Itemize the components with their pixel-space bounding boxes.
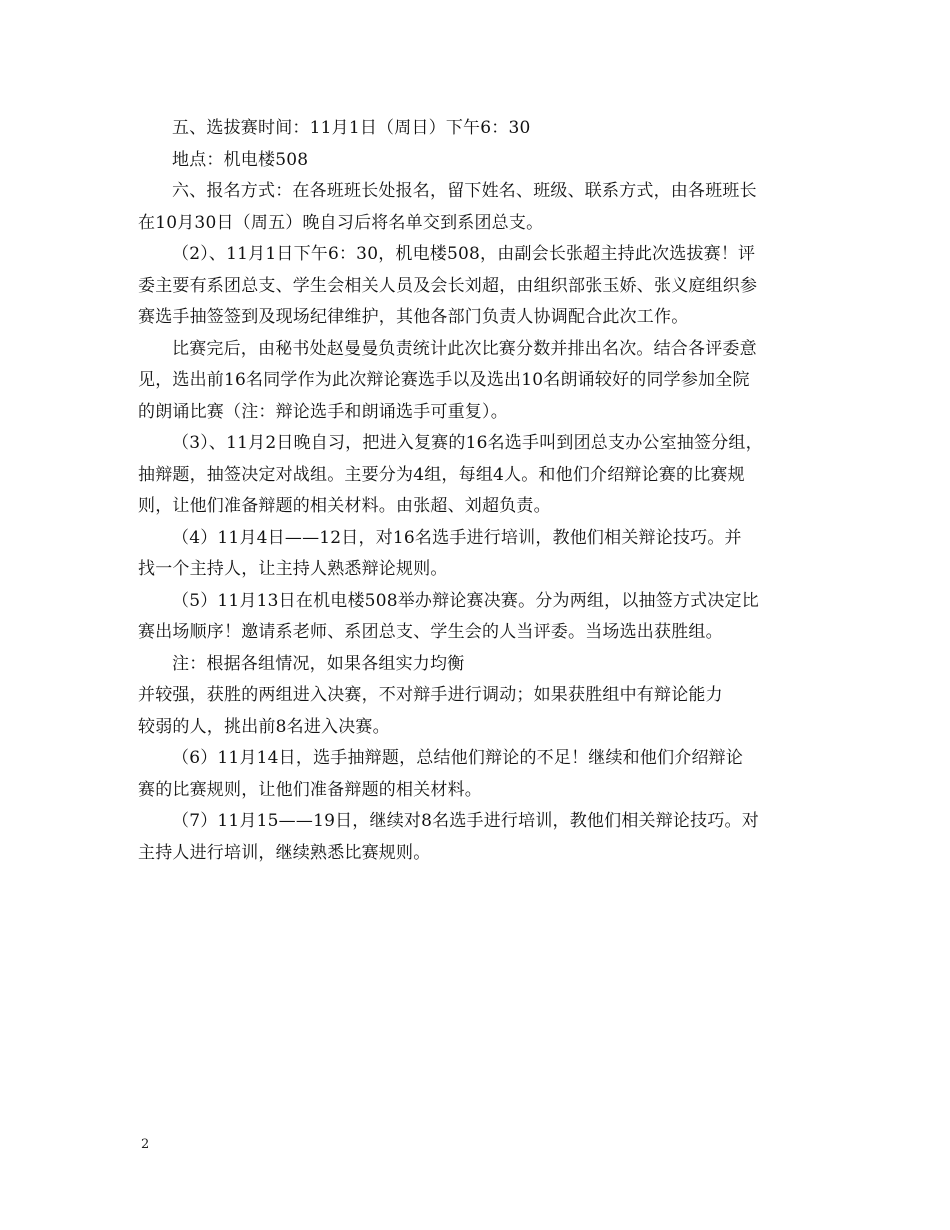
text-line: 地点：机电楼508 (172, 149, 309, 170)
text-line: 委主要有系团总支、学生会相关人员及会长刘超，由组织部张玉娇、张义庭组织参 (138, 275, 758, 296)
paragraph (138, 428, 814, 523)
paragraph (138, 523, 814, 586)
text-line: （6）11月14日，选手抽辩题，总结他们辩论的不足！继续和他们介绍辩论 (172, 748, 744, 768)
text-line: 赛的比赛规则，让他们准备辩题的相关材料。 (138, 779, 482, 800)
text-line: 的朗诵比赛（注：辩论选手和朗诵选手可重复）。 (138, 401, 508, 422)
text-line: 赛出场顺序！邀请系老师、系团总支、学生会的人当评委。当场选出获胜组。 (138, 622, 723, 642)
text-line: 抽辩题，抽签决定对战组。主要分为4组，每组4人。和他们介绍辩论赛的比赛规 (138, 464, 745, 485)
paragraph (138, 743, 814, 806)
text-line: 注：根据各组情况，如果各组实力均衡 (172, 653, 465, 674)
text-line: （2）、11月1日下午6：30，机电楼508，由副会长张超主持此次选拔赛！评 (172, 244, 756, 264)
paragraph (138, 680, 814, 743)
text-line: 则，让他们准备辩题的相关材料。由张超、刘超负责。 (138, 496, 551, 516)
paragraph (138, 176, 814, 239)
text-line: 五、选拔赛时间：11月1日（周日）下午6：30 (172, 118, 531, 138)
paragraph (138, 806, 814, 869)
paragraph (138, 113, 814, 145)
text-line: 比赛完后，由秘书处赵曼曼负责统计此次比赛分数并排出名次。结合各评委意 (172, 338, 757, 359)
paragraph (138, 649, 814, 681)
paragraph (138, 334, 814, 429)
document-body (138, 113, 814, 869)
paragraph (138, 145, 814, 177)
text-line: 六、报名方式：在各班班长处报名，留下姓名、班级、联系方式，由各班班长 (172, 181, 757, 201)
text-line: 在10月30日（周五）晚自习后将名单交到系团总支。 (138, 212, 544, 233)
text-line: （7）11月15——19日，继续对8名选手进行培训，教他们相关辩论技巧。对 (172, 811, 759, 831)
text-line: 赛选手抽签签到及现场纪律维护，其他各部门负责人协调配合此次工作。 (138, 307, 689, 327)
text-line: （4）11月4日——12日，对16名选手进行培训，教他们相关辩论技巧。并 (172, 527, 742, 548)
text-line: 较弱的人，挑出前8名进入决赛。 (138, 716, 390, 737)
text-line: 找一个主持人，让主持人熟悉辩论规则。 (138, 559, 448, 579)
text-line: （3）、11月2日晚自习，把进入复赛的16名选手叫到团总支办公室抽签分组， (172, 433, 763, 453)
text-line: 主持人进行培训，继续熟悉比赛规则。 (138, 842, 431, 863)
paragraph (138, 586, 814, 649)
page-number: 2 (141, 1137, 150, 1152)
text-line: （5）11月13日在机电楼508举办辩论赛决赛。分为两组，以抽签方式决定比 (172, 590, 759, 611)
text-line: 并较强，获胜的两组进入决赛，不对辩手进行调动；如果获胜组中有辩论能力 (138, 685, 723, 705)
text-line: 见，选出前16名同学作为此次辩论赛选手以及选出10名朗诵较好的同学参加全院 (138, 370, 750, 390)
paragraph (138, 239, 814, 334)
